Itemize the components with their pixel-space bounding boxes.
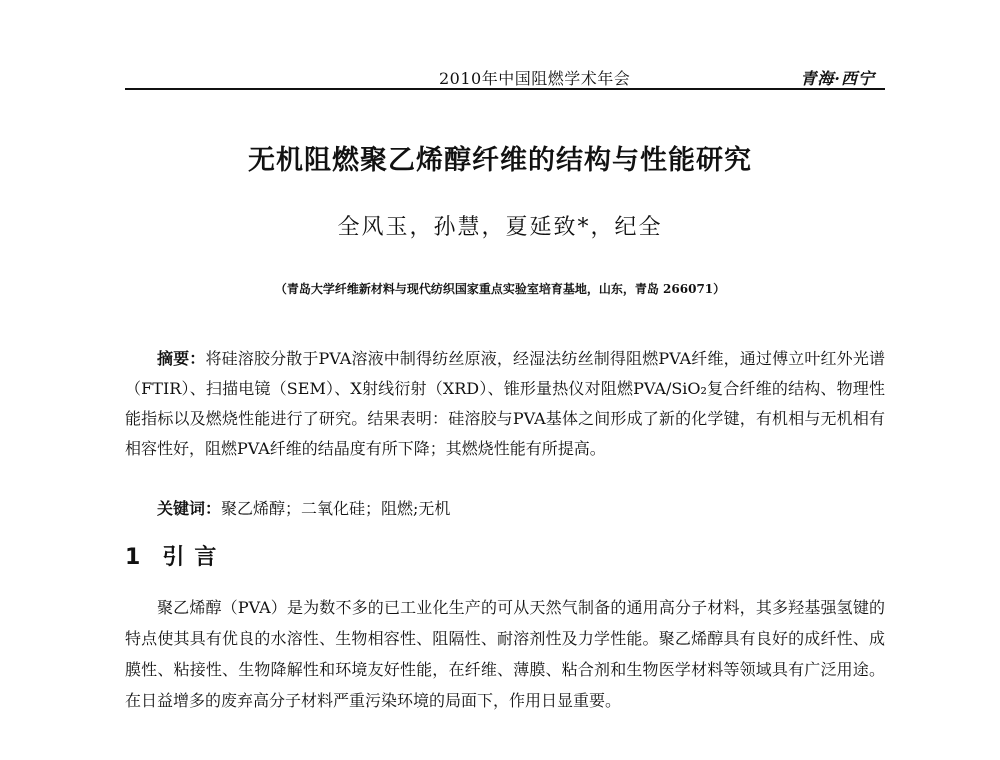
conference-location: 青海·西宁: [800, 69, 875, 88]
conference-name: 2010年中国阻燃学术年会: [439, 69, 631, 88]
keywords-label: 关键词：: [157, 499, 222, 518]
running-header: [125, 66, 885, 90]
section-heading: [125, 540, 226, 571]
keywords-text: 聚乙烯醇；二氧化硅；阻燃;无机: [221, 499, 451, 518]
header-rule: [125, 88, 885, 90]
paper-title: 无机阻燃聚乙烯醇纤维的结构与性能研究: [248, 145, 752, 176]
abstract-text: 将硅溶胶分散于PVA溶液中制得纺丝原液，经湿法纺丝制得阻燃PVA纤维，通过傅立叶红外光谱（FTIR）、扫描电镜（SEM）、X射线衍射（XRD）、锥形量热仪对阻燃PVA/SiO₂复合纤维的结构、物理性能指标以及燃烧性能进行了研究。结果表明：硅溶胶与PVA基体之间形成了新的化学键，有机相与无机相有相容性好，阻燃PVA纤维的结晶度有所下降；其燃烧性能有所提高。: [125, 349, 885, 458]
section-title: 引言: [162, 545, 227, 570]
keywords: [125, 494, 885, 524]
author-list: 全风玉，孙慧，夏延致*，纪全: [337, 215, 663, 240]
abstract-label: 摘要：: [157, 349, 206, 368]
abstract: [125, 344, 885, 464]
section-paragraph: 聚乙烯醇（PVA）是为数不多的已工业化生产的可从天然气制备的通用高分子材料，其多羟基强氢键的特点使其具有优良的水溶性、生物相容性、阻隔性、耐溶剂性及力学性能。聚乙烯醇具有良好的成纤性、成膜性、粘接性、生物降解性和环境友好性能，在纤维、薄膜、粘合剂和生物医学材料等领域具有广泛用途。在日益增多的废弃高分子材料严重污染环境的局面下，作用日显重要。: [125, 598, 885, 710]
author-affiliation: （青岛大学纤维新材料与现代纺织国家重点实验室培育基地，山东，青岛 266071）: [274, 282, 726, 296]
section-number: 1: [125, 545, 141, 570]
